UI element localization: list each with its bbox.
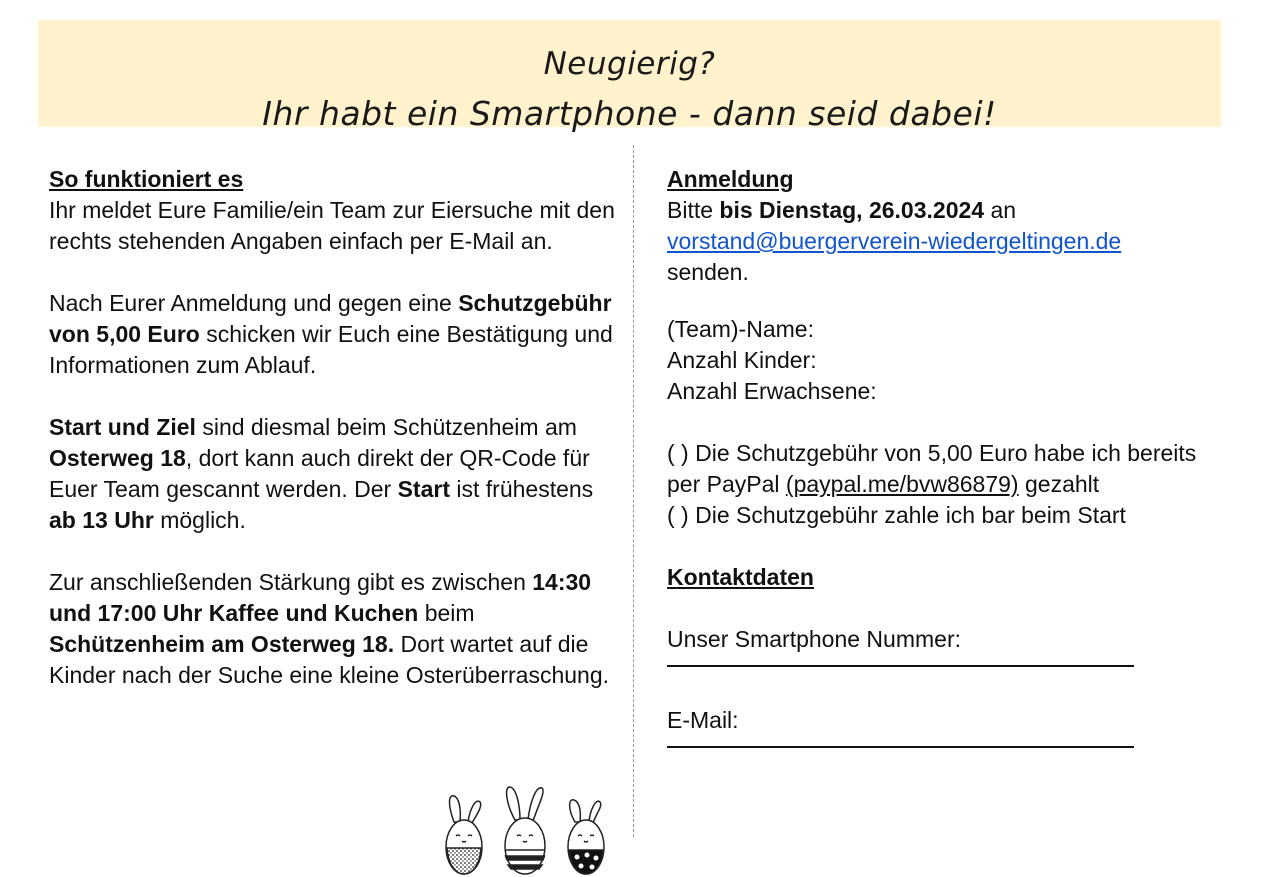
start-paragraph: Start und Ziel sind diesmal beim Schützenheim am Osterweg 18, dort kann auch direkt der QR-Code für Euer Team gescannt werden. Der Start ist frühestens ab 13 Uhr möglich. (49, 414, 594, 533)
intro-paragraph: Ihr meldet Eure Familie/ein Team zur Eiersuche mit den rechts stehenden Angaben einfach per E-Mail an. (49, 197, 615, 254)
title-banner (38, 20, 1221, 133)
adults-count-field: Anzahl Erwachsene: (667, 378, 877, 404)
fee-paragraph: Nach Eurer Anmeldung und gegen eine Schutzgebühr von 5,00 Euro schicken wir Euch eine Bestätigung und Informationen zum Ablauf. (49, 290, 613, 378)
bunny-egg-left-icon (446, 796, 482, 874)
bunny-egg-middle-icon (505, 787, 545, 874)
cash-option: ( ) Die Schutzgebühr zahle ich bar beim Start (667, 502, 1126, 528)
left-column (49, 164, 624, 691)
how-it-works-heading: So funktioniert es (49, 166, 244, 192)
phone-label: Unser Smartphone Nummer: (667, 626, 961, 652)
email-input-line[interactable] (667, 746, 1134, 748)
right-column (667, 164, 1227, 748)
easter-bunny-eggs-illustration (440, 782, 610, 877)
banner-line-2: Ihr habt ein Smartphone - dann seid dabei! (262, 94, 997, 133)
refreshment-paragraph: Zur anschließenden Stärkung gibt es zwischen 14:30 und 17:00 Uhr Kaffee und Kuchen beim Schützenheim am Osterweg 18. Dort wartet auf die Kinder nach der Suche eine kleine Osterüberraschung. (49, 569, 610, 688)
kids-count-field: Anzahl Kinder: (667, 347, 817, 373)
email-label: E-Mail: (667, 707, 739, 733)
registration-text: Bitte bis Dienstag, 26.03.2024 an vorstand@buergerverein-wiedergeltingen.de senden. (667, 197, 1122, 285)
email-link[interactable]: vorstand@buergerverein-wiedergeltingen.de (667, 228, 1122, 254)
column-divider (633, 145, 634, 837)
paypal-option: ( ) Die Schutzgebühr von 5,00 Euro habe ich bereits per PayPal (paypal.me/bvw86879) gezahlt (667, 440, 1197, 497)
registration-heading: Anmeldung (667, 166, 794, 192)
bunny-egg-right-icon (568, 800, 604, 874)
paypal-link[interactable]: (paypal.me/bvw86879) (785, 471, 1019, 497)
team-name-field: (Team)-Name: (667, 316, 814, 342)
contact-heading: Kontaktdaten (667, 564, 814, 590)
banner-line-1: Neugierig? (543, 46, 716, 82)
